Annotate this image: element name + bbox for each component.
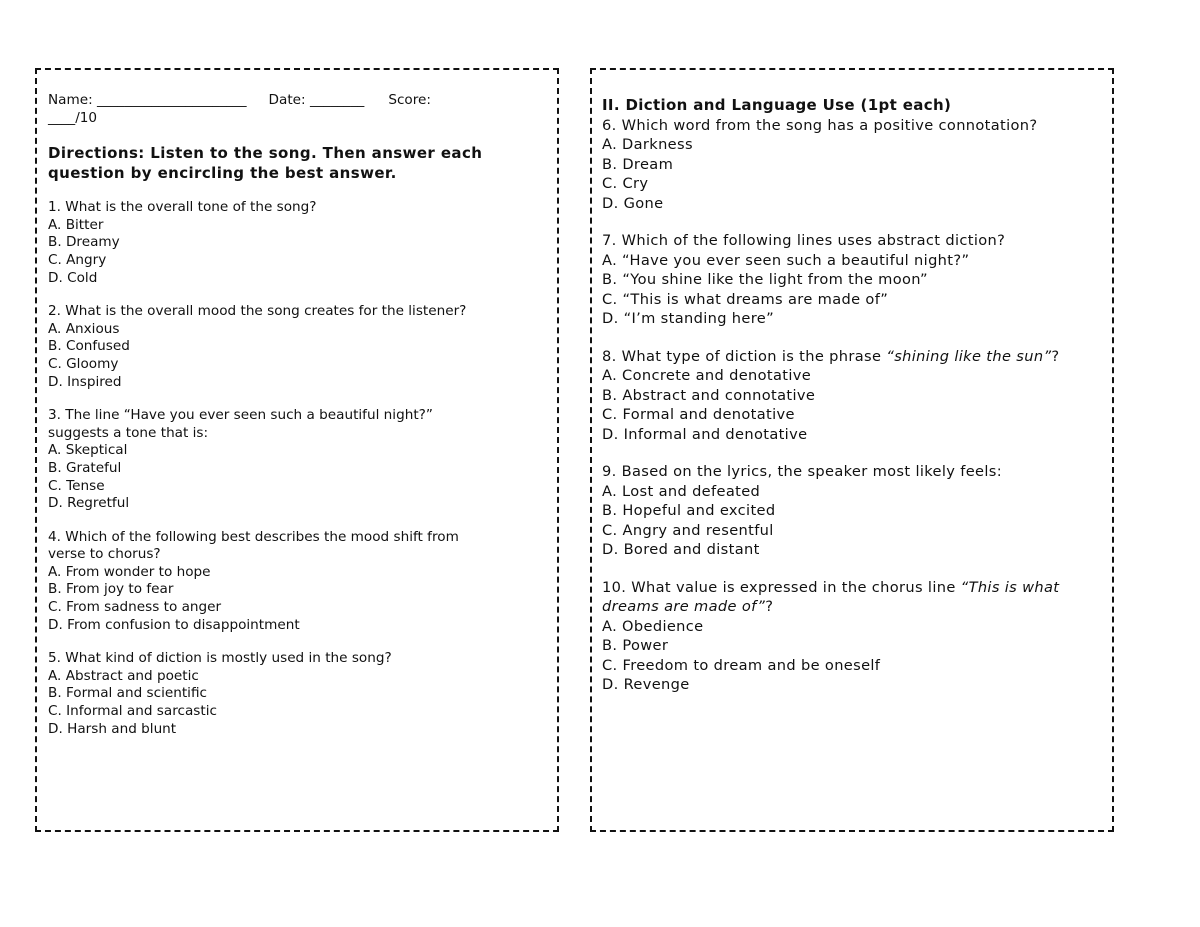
question-stem: 6. Which word from the song has a positive connotation? <box>602 116 1038 134</box>
option[interactable]: C. Tense <box>48 477 105 494</box>
question-9 <box>602 462 1102 560</box>
question-stem: suggests a tone that is: <box>48 424 209 441</box>
option[interactable]: D. “I’m standing here” <box>602 310 775 327</box>
option[interactable]: C. Cry <box>602 175 649 192</box>
option[interactable]: B. Hopeful and excited <box>602 502 776 519</box>
option[interactable]: C. Gloomy <box>48 355 119 372</box>
question-stem: verse to chorus? <box>48 546 161 563</box>
option[interactable]: A. Concrete and denotative <box>602 367 812 384</box>
option[interactable]: D. Bored and distant <box>602 541 760 558</box>
question-stem: 3. The line “Have you ever seen such a beautiful night?” <box>48 407 433 424</box>
option[interactable]: D. Regretful <box>48 495 130 512</box>
option[interactable]: B. From joy to fear <box>48 581 174 598</box>
option[interactable]: B. Abstract and connotative <box>602 386 816 404</box>
option[interactable]: C. Informal and sarcastic <box>48 703 217 720</box>
question-stem: 9. Based on the lyrics, the speaker most likely feels: <box>602 463 1003 480</box>
option[interactable]: A. From wonder to hope <box>48 563 211 580</box>
quoted-phrase: “This is what dreams are made of” <box>602 578 1060 615</box>
option[interactable]: A. Darkness <box>602 136 693 153</box>
question-stem: 1. What is the overall tone of the song? <box>48 199 317 216</box>
option[interactable]: B. Formal and scientific <box>48 685 207 702</box>
option[interactable]: D. Gone <box>602 194 664 212</box>
question-stem: 5. What kind of diction is mostly used in the song? <box>48 650 392 667</box>
option[interactable]: D. Inspired <box>48 373 122 390</box>
question-3 <box>48 407 547 513</box>
question-10 <box>602 578 1102 695</box>
option[interactable]: C. Formal and denotative <box>602 406 795 423</box>
option[interactable]: A. Bitter <box>48 216 104 233</box>
stem-text: ? <box>1051 347 1060 365</box>
option[interactable]: A. Anxious <box>48 320 120 337</box>
option[interactable]: D. From confusion to disappointment <box>48 616 300 633</box>
question-stem <box>602 578 1102 617</box>
option[interactable]: A. Abstract and poetic <box>48 667 199 684</box>
option[interactable]: B. Dream <box>602 155 674 173</box>
name-field: Name: ______________________ <box>48 92 247 108</box>
score-label: Score: <box>388 92 431 108</box>
score-field: ____/10 <box>48 109 98 126</box>
option[interactable]: C. Freedom to dream and be oneself <box>602 656 881 674</box>
question-2 <box>48 303 547 391</box>
question-8 <box>602 347 1102 445</box>
option[interactable]: C. From sadness to anger <box>48 599 222 616</box>
option[interactable]: B. Power <box>602 637 669 654</box>
question-4 <box>48 529 547 635</box>
question-1 <box>48 199 547 287</box>
option[interactable]: B. “You shine like the light from the moon” <box>602 271 928 288</box>
option[interactable]: B. Grateful <box>48 459 122 476</box>
option[interactable]: C. “This is what dreams are made of” <box>602 290 889 308</box>
directions: Directions: Listen to the song. Then answer each question by encircling the best answer. <box>48 144 483 183</box>
stem-text: ? <box>765 598 774 615</box>
option[interactable]: A. Lost and defeated <box>602 482 761 500</box>
option[interactable]: D. Harsh and blunt <box>48 720 177 737</box>
option[interactable]: A. Skeptical <box>48 442 128 459</box>
quiz-page-right <box>590 68 1114 832</box>
question-stem: 7. Which of the following lines uses abstract diction? <box>602 232 1006 249</box>
option[interactable]: D. Revenge <box>602 676 690 693</box>
question-stem: 2. What is the overall mood the song creates for the listener? <box>48 303 467 320</box>
quiz-page-left <box>35 68 559 832</box>
section-title: II. Diction and Language Use (1pt each) <box>602 96 952 114</box>
quoted-phrase: “shining like the sun” <box>886 347 1052 365</box>
option[interactable]: B. Dreamy <box>48 234 120 251</box>
question-5 <box>48 650 547 738</box>
option[interactable]: D. Informal and denotative <box>602 425 808 443</box>
option[interactable]: A. Obedience <box>602 617 704 635</box>
option[interactable]: B. Confused <box>48 338 130 355</box>
option[interactable]: D. Cold <box>48 269 98 286</box>
student-info-header <box>48 92 547 110</box>
question-stem: 4. Which of the following best describes the mood shift from <box>48 528 459 545</box>
question-stem <box>602 347 1102 367</box>
option[interactable]: A. “Have you ever seen such a beautiful night?” <box>602 251 970 269</box>
question-7 <box>602 231 1102 329</box>
stem-text: 10. What value is expressed in the chorus line <box>602 578 961 596</box>
option[interactable]: C. Angry and resentful <box>602 521 774 539</box>
option[interactable]: C. Angry <box>48 251 107 268</box>
stem-text: 8. What type of diction is the phrase <box>602 347 887 365</box>
question-6 <box>602 116 1102 214</box>
date-field: Date: ________ <box>268 92 365 108</box>
